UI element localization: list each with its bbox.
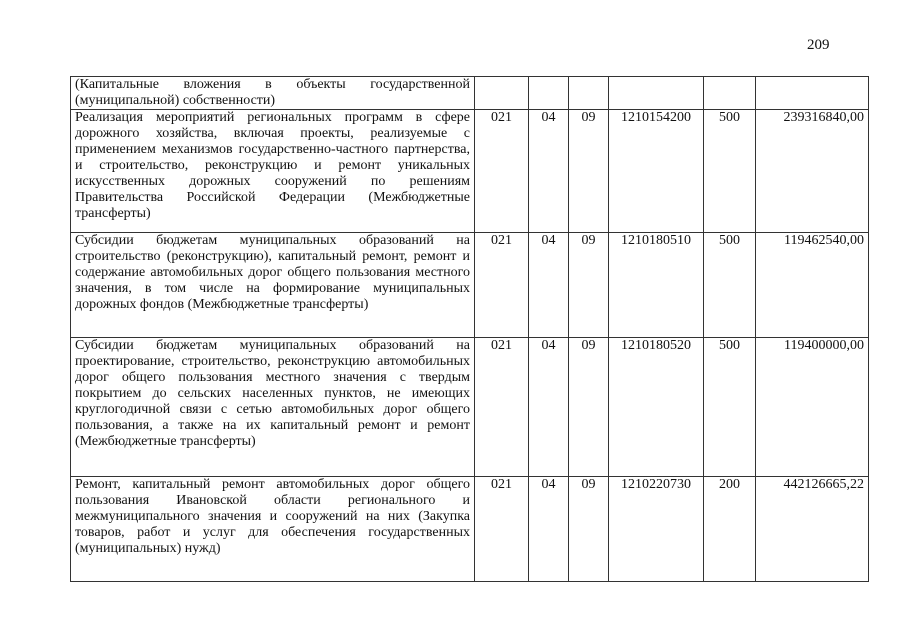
row-amount: 239316840,00 <box>756 110 869 233</box>
table-row <box>71 477 869 582</box>
row-target: 1210220730 <box>609 477 704 582</box>
row-description: Субсидии бюджетам муниципальных образований на проектирование, строительство, реконструкцию автомобильных дорог общего пользования местного значения с твердым покрытием до сельских населенных пунктов, не имеющих круглогодичной связи с сетью автомобильных дорог общего пользования, а также на их капитальный ремонт и ремонт (Межбюджетные трансферты) <box>71 338 475 477</box>
row-description: Ремонт, капитальный ремонт автомобильных дорог общего пользования Ивановской области регионального и межмуниципального значения и сооружений на них (Закупка товаров, работ и услуг для обеспечения государственных (муниципальных) нужд) <box>71 477 475 582</box>
table-row <box>71 110 869 233</box>
row-code: 021 <box>475 338 529 477</box>
row-expense-type <box>704 77 756 110</box>
row-section: 04 <box>529 477 569 582</box>
row-expense-type: 500 <box>704 110 756 233</box>
row-code: 021 <box>475 110 529 233</box>
row-section: 04 <box>529 110 569 233</box>
row-subsection: 09 <box>569 233 609 338</box>
row-code <box>475 77 529 110</box>
row-section <box>529 77 569 110</box>
row-description: (Капитальные вложения в объекты государственной (муниципальной) собственности) <box>71 77 475 110</box>
row-amount: 119400000,00 <box>756 338 869 477</box>
row-section: 04 <box>529 338 569 477</box>
row-code: 021 <box>475 233 529 338</box>
row-subsection: 09 <box>569 338 609 477</box>
row-amount: 442126665,22 <box>756 477 869 582</box>
row-target: 1210180510 <box>609 233 704 338</box>
row-target <box>609 77 704 110</box>
row-expense-type: 500 <box>704 233 756 338</box>
row-amount <box>756 77 869 110</box>
table-row <box>71 77 869 110</box>
row-code: 021 <box>475 477 529 582</box>
row-description: Реализация мероприятий региональных программ в сфере дорожного хозяйства, включая проекты, реализуемые с применением механизмов государственно-частного партнерства, и строительство, реконструкцию и ремонт уникальных искусственных дорожных сооружений по решениям Правительства Российской Федерации (Межбюджетные трансферты) <box>71 110 475 233</box>
row-subsection: 09 <box>569 110 609 233</box>
row-expense-type: 500 <box>704 338 756 477</box>
row-expense-type: 200 <box>704 477 756 582</box>
row-target: 1210180520 <box>609 338 704 477</box>
budget-table <box>70 76 869 582</box>
table-row <box>71 233 869 338</box>
table-row <box>71 338 869 477</box>
row-target: 1210154200 <box>609 110 704 233</box>
row-description: Субсидии бюджетам муниципальных образований на строительство (реконструкцию), капитальный ремонт, ремонт и содержание автомобильных дорог общего пользования местного значения, в том числе на формирование муниципальных дорожных фондов (Межбюджетные трансферты) <box>71 233 475 338</box>
row-amount: 119462540,00 <box>756 233 869 338</box>
row-section: 04 <box>529 233 569 338</box>
page-number: 209 <box>807 37 830 53</box>
row-subsection: 09 <box>569 477 609 582</box>
row-subsection <box>569 77 609 110</box>
